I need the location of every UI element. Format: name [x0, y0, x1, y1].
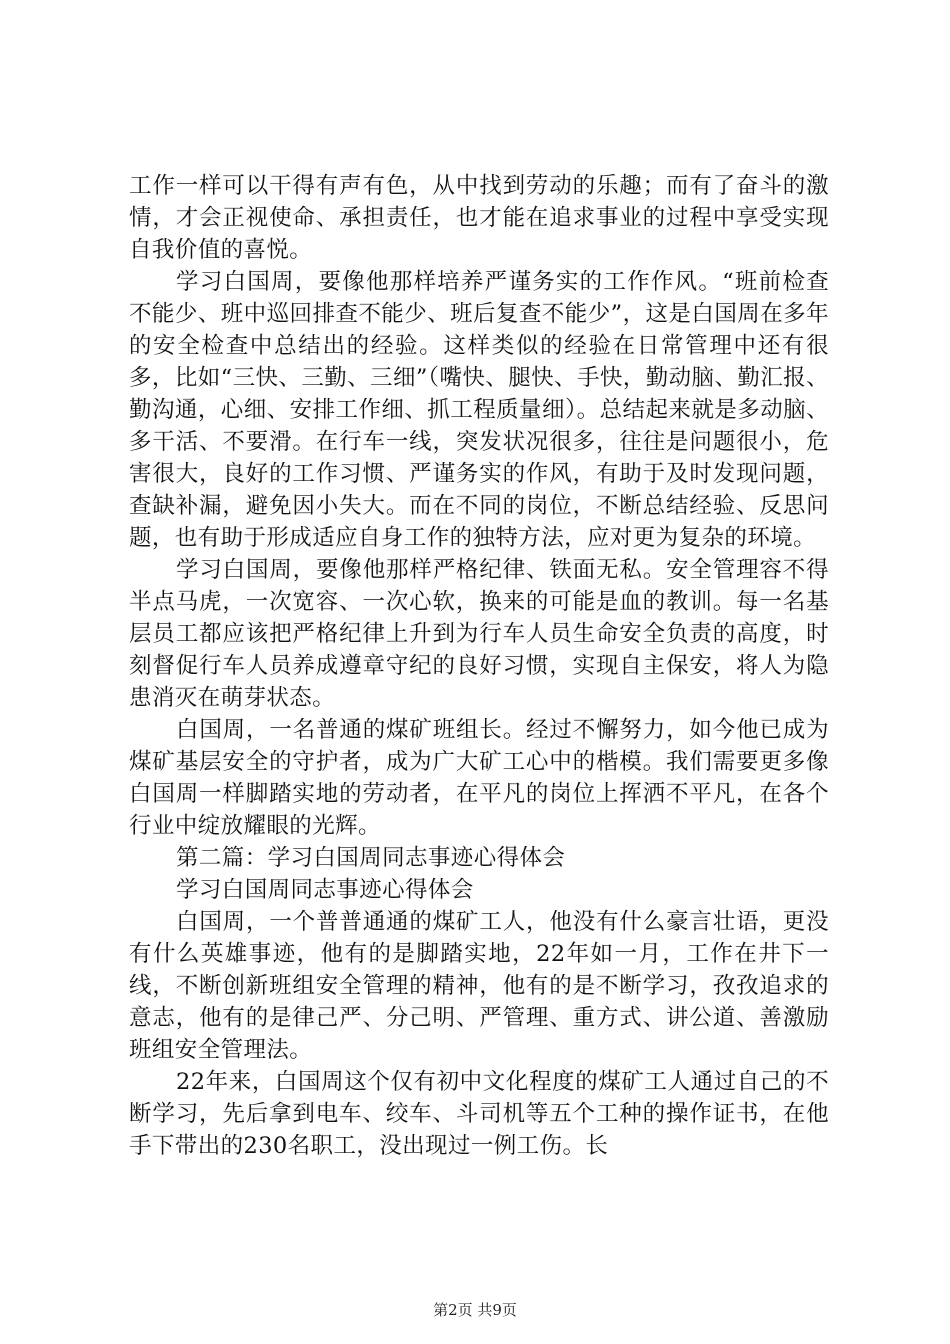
article-title: 学习白国周同志事迹心得体会	[176, 877, 474, 903]
paragraph-22-years: 22年来，白国周这个仅有初中文化程度的煤矿工人通过自己的不断学习，先后拿到电车、绞车、斗司机等五个工种的操作证书，在他手下带出的230名职工，没出现过一例工伤。长	[129, 1069, 829, 1159]
page-number: 第2页 共9页	[433, 1301, 517, 1319]
paragraph-work-style: 学习白国周，要像他那样培养严谨务实的工作作风。“班前检查不能少、班中巡回排查不能少、班后复查不能少”，这是白国周在多年的安全检查中总结出的经验。这样类似的经验在日常管理中还有很多，比如“三快、三勤、三细”（嘴快、腿快、手快，勤动脑、勤汇报、勤沟通，心细、安排工作细、抓工程质量细）。总结起来就是多动脑、多干活、不要滑。在行车一线，突发状况很多，往往是问题很小，危害很大，良好的工作习惯、严谨务实的作风，有助于及时发现问题，查缺补漏，避免因小失大。而在不同的岗位，不断总结经验、反思问题，也有助于形成适应自身工作的独特方法，应对更为复杂的环境。	[129, 269, 829, 551]
paragraph-introduction: 白国周，一个普普通通的煤矿工人，他没有什么豪言壮语，更没有什么英雄事迹，他有的是脚踏实地，22年如一月，工作在井下一线，不断创新班组安全管理的精神，他有的是不断学习，孜孜追求的意志，他有的是律己严、分己明、严管理、重方式、讲公道、善激励班组安全管理法。	[129, 909, 829, 1063]
section-heading: 第二篇：学习白国周同志事迹心得体会	[176, 845, 566, 871]
paragraph-summary: 白国周，一名普通的煤矿班组长。经过不懈努力，如今他已成为煤矿基层安全的守护者，成为广大矿工心中的楷模。我们需要更多像白国周一样脚踏实地的劳动者，在平凡的岗位上挥洒不平凡，在各个行业中绽放耀眼的光辉。	[129, 717, 829, 839]
document-body	[129, 170, 829, 1162]
paragraph-continuation: 工作一样可以干得有声有色，从中找到劳动的乐趣；而有了奋斗的激情，才会正视使命、承担责任，也才能在追求事业的过程中享受实现自我价值的喜悦。	[129, 173, 829, 263]
paragraph-discipline: 学习白国周，要像他那样严格纪律、铁面无私。安全管理容不得半点马虎，一次宽容、一次心软，换来的可能是血的教训。每一名基层员工都应该把严格纪律上升到为行车人员生命安全负责的高度，时刻督促行车人员养成遵章守纪的良好习惯，实现自主保安，将人为隐患消灭在萌芽状态。	[129, 557, 829, 711]
